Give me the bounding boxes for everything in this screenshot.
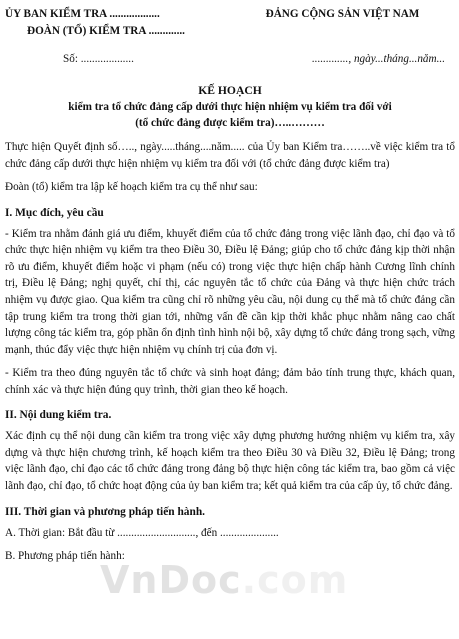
intro-paragraph-2: Đoàn (tổ) kiểm tra lập kế hoạch kiểm tra cụ thể như sau: bbox=[5, 181, 258, 194]
section-1-paragraph-1: - Kiểm tra nhằm đánh giá ưu điểm, khuyết điểm của tổ chức đảng trong việc lãnh đạo, chỉ đạo và tổ chức thực hiện nhiệm vụ kiểm tra theo Điều 30, Điều lệ Đảng; giúp cho tổ chức đảng kịp thời nhận rõ ưu điểm, khuyết điểm hoặc vi phạm (nếu có) trong việc thực hiện chấp hành Cương lĩnh chính trị, Điều lệ Đảng; nghị quyết, chỉ thị, các nguyên tắc tổ chức của Đảng và thực hiện chức trách nhiệm vụ được giao. Qua kiểm tra cũng chỉ rõ những yêu cầu, nội dung cụ thể mà tổ chức đảng cần tập trung kiểm tra trong thời gian tới, những vấn đề cần kịp thời khắc phục nhằm nâng cao chất lượng công tác kiểm tra, góp phần ổn định tình hình nội bộ, xây dựng tổ chức đảng trong sạch, vững mạnh, thúc đẩy việc thực hiện nhiệm vụ chính trị của đơn vị. bbox=[5, 227, 455, 356]
section-3-heading: III. Thời gian và phương pháp tiến hành. bbox=[5, 505, 205, 518]
section-2-heading: II. Nội dung kiểm tra. bbox=[5, 409, 112, 422]
section-1-paragraph-2: - Kiểm tra theo đúng nguyên tắc tổ chức và sinh hoạt đảng; đảm bảo tính trung thực, khách quan, chính xác và thực hiện đúng quy trình, thời gian theo kế hoạch. bbox=[5, 367, 455, 396]
authority-line-2: ĐOÀN (TỔ) KIỂM TRA ............. bbox=[27, 24, 185, 37]
watermark-suffix: .com bbox=[241, 558, 349, 602]
watermark-text: VnDoc bbox=[100, 558, 242, 602]
document-subtitle: kiểm tra tổ chức đảng cấp dưới thực hiện nhiệm vụ kiểm tra đối với bbox=[68, 100, 392, 113]
document-number: Số: ................... bbox=[63, 53, 134, 66]
intro-paragraph: Thực hiện Quyết định số….., ngày.....tháng....năm..... của Ủy ban Kiểm tra……..về việc kiểm tra tổ chức đảng cấp dưới thực hiện nhiệm vụ kiểm tra đối với (tổ chức đảng được kiểm tra) bbox=[5, 141, 455, 170]
number-date-row bbox=[5, 39, 455, 68]
document-title: KẾ HOẠCH bbox=[198, 83, 262, 97]
party-heading bbox=[230, 6, 455, 39]
document-subtitle-2: (tổ chức đảng được kiểm tra)…..……… bbox=[135, 117, 325, 130]
issuing-authority bbox=[5, 6, 220, 39]
document-date: ............., ngày...tháng...năm... bbox=[311, 53, 445, 66]
section-2-paragraph-1: Xác định cụ thể nội dung cần kiểm tra trong việc xây dựng phương hướng nhiệm vụ kiểm tra, xây dựng và thực hiện chương trình, kế hoạch kiểm tra theo Điều 30 và Điều 32, Điều lệ Đảng; trong việc lãnh đạo, chỉ đạo các tổ chức đảng trong đảng bộ thực hiện công tác kiểm tra, bao gồm cả việc lãnh đạo, chỉ đạo, tổ chức hoạt động của ủy ban kiểm tra; kết quả kiểm tra của cấp ủy, tổ chức đảng. bbox=[5, 430, 455, 493]
party-name: ĐẢNG CỘNG SẢN VIỆT NAM bbox=[265, 8, 420, 20]
authority-line-1: ỦY BAN KIỂM TRA .................. bbox=[5, 8, 160, 20]
document-header bbox=[5, 6, 455, 39]
section-1-heading: I. Mục đích, yêu cầu bbox=[5, 206, 104, 219]
section-3-item-b: B. Phương pháp tiến hành: bbox=[5, 550, 125, 563]
section-3-item-a: A. Thời gian: Bắt đầu từ ............................, đến ..................... bbox=[5, 526, 279, 539]
